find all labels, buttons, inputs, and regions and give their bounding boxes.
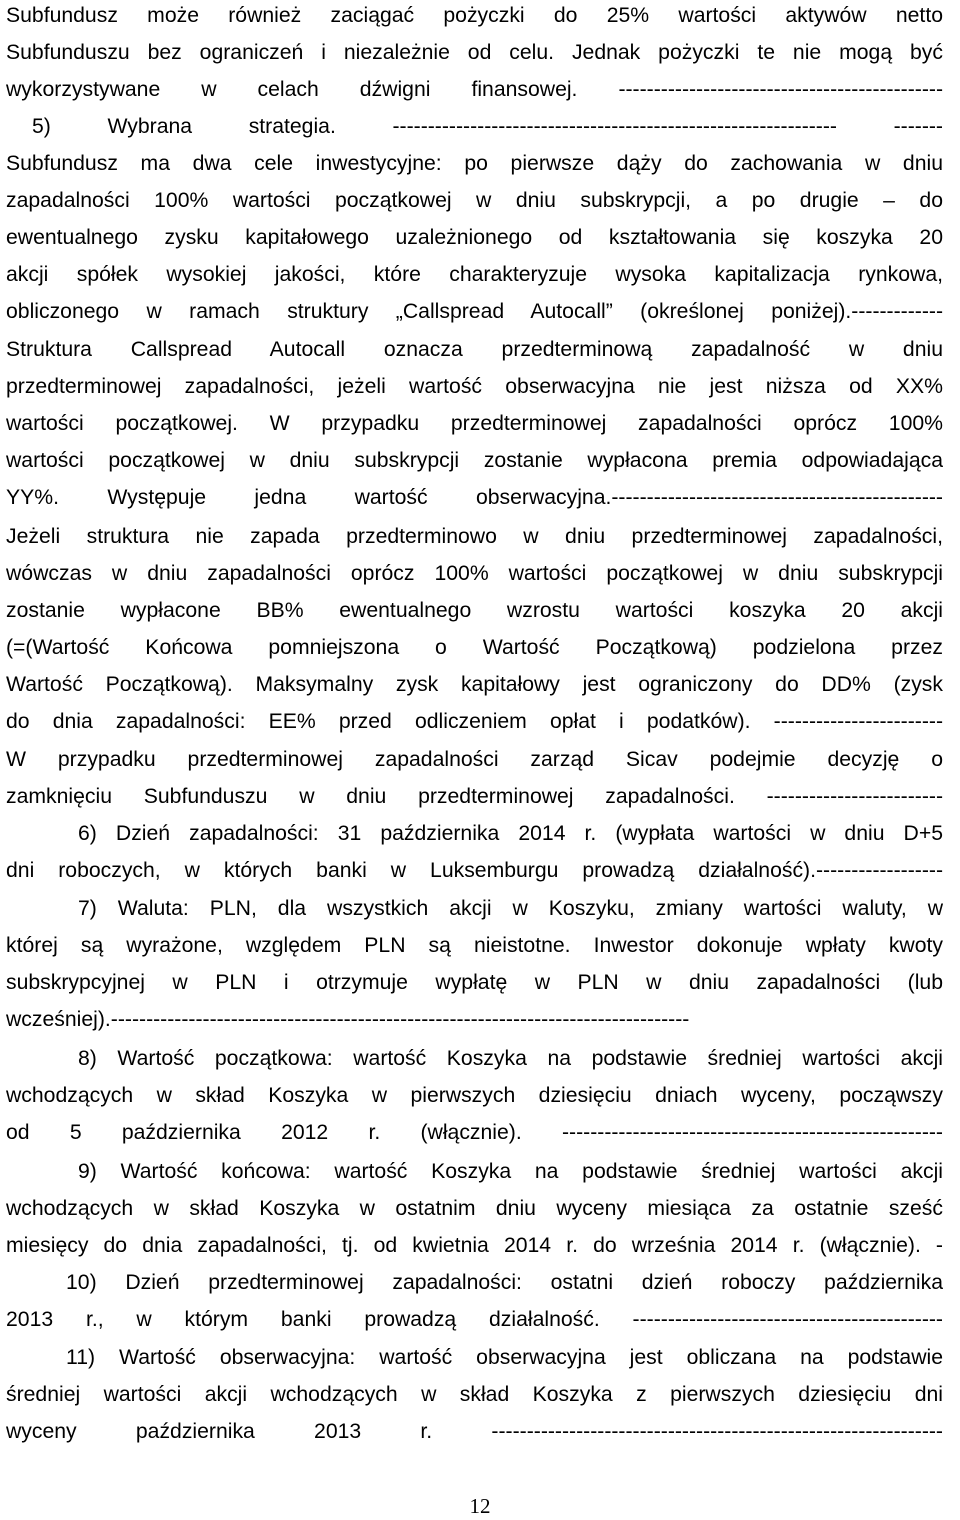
section-heading: 6) Dzień zapadalności: 31 października 2014 r. (wypłata wartości w dniu D+5 <box>78 822 943 845</box>
text-line: (=(Wartość Końcowa pomniejszona o Wartość Początkową) podzielona przez <box>6 636 943 659</box>
text-line: YY%. Występuje jedna wartość obserwacyjna.----------------------------------------------- <box>6 486 943 509</box>
text-line: do dnia zapadalności: EE% przed odliczeniem opłat i podatków). ------------------------ <box>6 710 943 733</box>
text-line: wchodzących w skład Koszyka w pierwszych dziesięciu dniach wyceny, począwszy <box>6 1084 943 1107</box>
text-line: Subfunduszu bez ograniczeń i niezależnie od celu. Jednak pożyczki te nie mogą być <box>6 41 943 64</box>
text-line: 2013 r., w którym banki prowadzą działalność. -------------------------------------------- <box>6 1308 943 1331</box>
text-line: ewentualnego zysku kapitałowego uzależnionego od kształtowania się koszyka 20 <box>6 226 943 249</box>
section-heading: 8) Wartość początkowa: wartość Koszyka na podstawie średniej wartości akcji <box>78 1047 943 1070</box>
text-line: wykorzystywane w celach dźwigni finansowej. ---------------------------------------------- <box>6 78 943 101</box>
text-line: miesięcy do dnia zapadalności, tj. od kwietnia 2014 r. do września 2014 r. (włącznie). - <box>6 1234 943 1257</box>
text-line: akcji spółek wysokiej jakości, które charakteryzuje wysoka kapitalizacja rynkowa, <box>6 263 943 286</box>
text-line: wchodzących w skład Koszyka w ostatnim dniu wyceny miesiąca za ostatnie sześć <box>6 1197 943 1220</box>
text-line: dni roboczych, w których banki w Luksemburgu prowadzą działalność).------------------ <box>6 859 943 882</box>
text-line: której są wyrażone, względem PLN są nieistotne. Inwestor dokonuje wpłaty kwoty <box>6 934 943 957</box>
text-line: Subfundusz ma dwa cele inwestycyjne: po pierwsze dąży do zachowania w dniu <box>6 152 943 175</box>
text-line: średniej wartości akcji wchodzących w skład Koszyka z pierwszych dziesięciu dni <box>6 1383 943 1406</box>
page-number: 12 <box>469 1494 491 1518</box>
text-line: subskrypcyjnej w PLN i otrzymuje wypłatę w PLN w dniu zapadalności (lub <box>6 971 943 994</box>
section-heading: 11) Wartość obserwacyjna: wartość obserwacyjna jest obliczana na podstawie <box>66 1346 943 1369</box>
text-line: Struktura Callspread Autocall oznacza przedterminową zapadalność w dniu <box>6 338 943 361</box>
section-heading: 10) Dzień przedterminowej zapadalności: ostatni dzień roboczy października <box>66 1271 943 1294</box>
text-line: zapadalności 100% wartości początkowej w dniu subskrypcji, a po drugie – do <box>6 189 943 212</box>
text-line: obliczonego w ramach struktury „Callspread Autocall” (określonej poniżej).------------- <box>6 300 943 323</box>
text-line: wartości początkowej. W przypadku przedterminowej zapadalności oprócz 100% <box>6 412 943 435</box>
section-heading: 7) Waluta: PLN, dla wszystkich akcji w Koszyku, zmiany wartości waluty, w <box>78 897 943 920</box>
text-line: Jeżeli struktura nie zapada przedterminowo w dniu przedterminowej zapadalności, <box>6 525 943 548</box>
section-heading: 9) Wartość końcowa: wartość Koszyka na podstawie średniej wartości akcji <box>78 1160 943 1183</box>
text-line: W przypadku przedterminowej zapadalności zarząd Sicav podejmie decyzję o <box>6 748 943 771</box>
section-heading: 5) Wybrana strategia. --------------------------------------------------------------- ------- <box>32 115 943 138</box>
text-line: wcześniej).---------------------------------------------------------------------------------- <box>6 1008 690 1031</box>
text-line: od 5 października 2012 r. (włącznie). ------------------------------------------------------ <box>6 1121 943 1144</box>
text-line: Subfundusz może również zaciągać pożyczki do 25% wartości aktywów netto <box>6 4 943 27</box>
text-line: zostanie wypłacone BB% ewentualnego wzrostu wartości koszyka 20 akcji <box>6 599 943 622</box>
text-line: przedterminowej zapadalności, jeżeli wartość obserwacyjna nie jest niższa od XX% <box>6 375 943 398</box>
text-line: wartości początkowej w dniu subskrypcji zostanie wypłacona premia odpowiadająca <box>6 449 943 472</box>
text-line: zamknięciu Subfunduszu w dniu przedterminowej zapadalności. ------------------------- <box>6 785 943 808</box>
text-line: wyceny października 2013 r. ---------------------------------------------------------------- <box>6 1420 943 1443</box>
text-line: wówczas w dniu zapadalności oprócz 100% wartości początkowej w dniu subskrypcji <box>6 562 943 585</box>
text-line: Wartość Początkową). Maksymalny zysk kapitałowy jest ograniczony do DD% (zysk <box>6 673 943 696</box>
